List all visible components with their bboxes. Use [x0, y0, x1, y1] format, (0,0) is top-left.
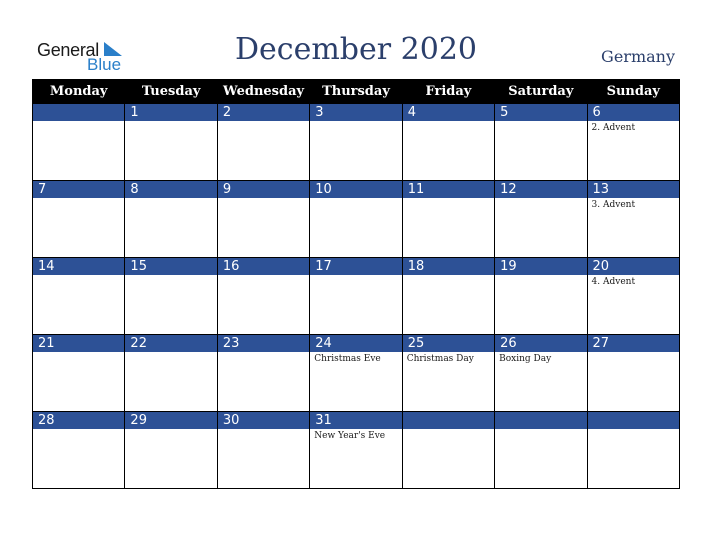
holiday-label: Boxing Day	[499, 354, 552, 364]
day-number	[403, 412, 494, 429]
day-cell	[402, 335, 494, 412]
weekday-header: Saturday	[495, 80, 587, 104]
holiday-label: Christmas Day	[406, 354, 474, 364]
day-cell	[33, 181, 125, 258]
holiday-label	[310, 121, 401, 123]
day-cell	[587, 181, 679, 258]
holiday-label	[33, 121, 124, 123]
holiday-label	[588, 352, 679, 354]
day-number: 13	[588, 181, 679, 198]
day-cell	[587, 335, 679, 412]
holiday-label	[125, 275, 216, 277]
day-cell	[587, 412, 679, 489]
day-number: 5	[495, 104, 586, 121]
day-cell	[125, 258, 217, 335]
day-number: 1	[125, 104, 216, 121]
day-number: 30	[218, 412, 309, 429]
day-cell	[33, 258, 125, 335]
weekday-header: Friday	[402, 80, 494, 104]
day-cell	[217, 181, 309, 258]
holiday-label	[495, 429, 586, 431]
weekday-header: Sunday	[587, 80, 679, 104]
day-number: 10	[310, 181, 401, 198]
day-cell	[587, 104, 679, 181]
holiday-label	[310, 275, 401, 277]
day-number: 8	[125, 181, 216, 198]
day-cell	[402, 104, 494, 181]
country-label: Germany	[601, 47, 675, 66]
page-title: December 2020	[235, 32, 477, 67]
holiday-label: 3. Advent	[591, 200, 636, 210]
holiday-label	[403, 198, 494, 200]
holiday-label	[495, 121, 586, 123]
holiday-label	[125, 198, 216, 200]
weekday-header: Thursday	[310, 80, 402, 104]
holiday-label	[218, 198, 309, 200]
day-number: 27	[588, 335, 679, 352]
logo-word-general: General	[37, 40, 99, 60]
day-cell	[495, 412, 587, 489]
day-cell	[495, 181, 587, 258]
day-number: 11	[403, 181, 494, 198]
holiday-label: New Year's Eve	[314, 431, 386, 441]
weekday-header: Monday	[33, 80, 125, 104]
weekday-header-row	[33, 80, 680, 104]
day-cell	[33, 335, 125, 412]
day-number	[33, 104, 124, 121]
day-number: 21	[33, 335, 124, 352]
day-number: 7	[33, 181, 124, 198]
week-row	[33, 104, 680, 181]
day-number: 20	[588, 258, 679, 275]
holiday-label	[33, 275, 124, 277]
week-row	[33, 258, 680, 335]
holiday-label: 4. Advent	[591, 277, 636, 287]
holiday-label	[495, 275, 586, 277]
holiday-label	[218, 275, 309, 277]
day-cell	[402, 181, 494, 258]
day-number: 4	[403, 104, 494, 121]
holiday-label	[495, 198, 586, 200]
day-cell	[402, 412, 494, 489]
holiday-label: Christmas Eve	[314, 354, 381, 364]
day-cell	[217, 335, 309, 412]
holiday-label	[588, 429, 679, 431]
day-number: 14	[33, 258, 124, 275]
day-number: 2	[218, 104, 309, 121]
day-number: 22	[125, 335, 216, 352]
day-number: 9	[218, 181, 309, 198]
day-number: 25	[403, 335, 494, 352]
day-cell	[125, 181, 217, 258]
holiday-label	[218, 429, 309, 431]
day-cell	[125, 335, 217, 412]
holiday-label	[403, 121, 494, 123]
day-number: 19	[495, 258, 586, 275]
day-cell	[310, 412, 402, 489]
holiday-label	[310, 198, 401, 200]
day-number: 28	[33, 412, 124, 429]
week-row	[33, 181, 680, 258]
holiday-label	[403, 429, 494, 431]
holiday-label	[33, 352, 124, 354]
day-cell	[217, 104, 309, 181]
holiday-label	[33, 198, 124, 200]
day-cell	[33, 104, 125, 181]
holiday-label	[218, 121, 309, 123]
day-number: 31	[310, 412, 401, 429]
day-cell	[495, 258, 587, 335]
day-cell	[125, 412, 217, 489]
day-number: 29	[125, 412, 216, 429]
holiday-label	[218, 352, 309, 354]
day-number: 16	[218, 258, 309, 275]
week-row	[33, 412, 680, 489]
day-cell	[402, 258, 494, 335]
weekday-header: Tuesday	[125, 80, 217, 104]
day-number: 6	[588, 104, 679, 121]
day-number	[588, 412, 679, 429]
day-number: 24	[310, 335, 401, 352]
day-number: 3	[310, 104, 401, 121]
holiday-label	[125, 121, 216, 123]
day-number: 18	[403, 258, 494, 275]
day-number: 17	[310, 258, 401, 275]
weekday-header: Wednesday	[217, 80, 309, 104]
holiday-label	[33, 429, 124, 431]
day-number	[495, 412, 586, 429]
day-cell	[310, 181, 402, 258]
calendar-grid	[32, 79, 680, 489]
day-cell	[495, 335, 587, 412]
day-cell	[587, 258, 679, 335]
day-number: 12	[495, 181, 586, 198]
holiday-label	[125, 429, 216, 431]
day-cell	[33, 412, 125, 489]
holiday-label	[403, 275, 494, 277]
week-row	[33, 335, 680, 412]
day-cell	[217, 412, 309, 489]
holiday-label	[125, 352, 216, 354]
day-cell	[495, 104, 587, 181]
day-cell	[310, 335, 402, 412]
day-number: 26	[495, 335, 586, 352]
logo-word-blue: Blue	[87, 55, 122, 74]
holiday-label: 2. Advent	[591, 123, 636, 133]
day-cell	[310, 104, 402, 181]
day-cell	[217, 258, 309, 335]
day-cell	[125, 104, 217, 181]
day-cell	[310, 258, 402, 335]
day-number: 23	[218, 335, 309, 352]
day-number: 15	[125, 258, 216, 275]
